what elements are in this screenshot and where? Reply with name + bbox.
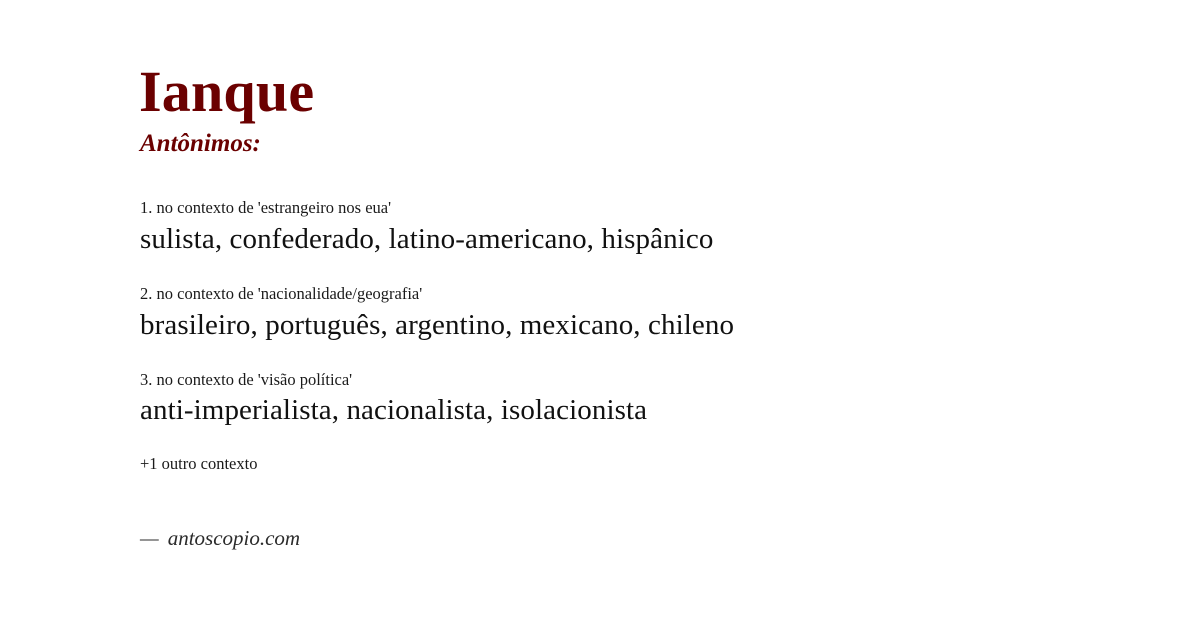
section-subtitle: Antônimos:: [140, 129, 261, 157]
sense-context: 3. no contexto de 'visão política': [140, 369, 353, 389]
sense-context: 1. no contexto de 'estrangeiro nos eua': [140, 198, 392, 218]
source-attribution: [140, 526, 1080, 551]
sense-context: 2. no contexto de 'nacionalidade/geografia': [140, 284, 423, 304]
sense-words: anti-imperialista, nacionalista, isolacionista: [140, 394, 648, 427]
more-contexts-note: +1 outro contexto: [140, 454, 258, 474]
sense-entry: [139, 197, 1080, 257]
em-dash: —: [140, 526, 159, 551]
sense-entry: [139, 369, 1080, 429]
source-label: antoscopio.com: [167, 526, 301, 551]
senses-list: [139, 197, 1080, 428]
sense-words: brasileiro, português, argentino, mexicano, chileno: [140, 308, 735, 341]
sense-words: sulista, confederado, latino-americano, hispânico: [140, 222, 714, 255]
page-title: Ianque: [139, 59, 315, 124]
sense-entry: [139, 283, 1080, 343]
